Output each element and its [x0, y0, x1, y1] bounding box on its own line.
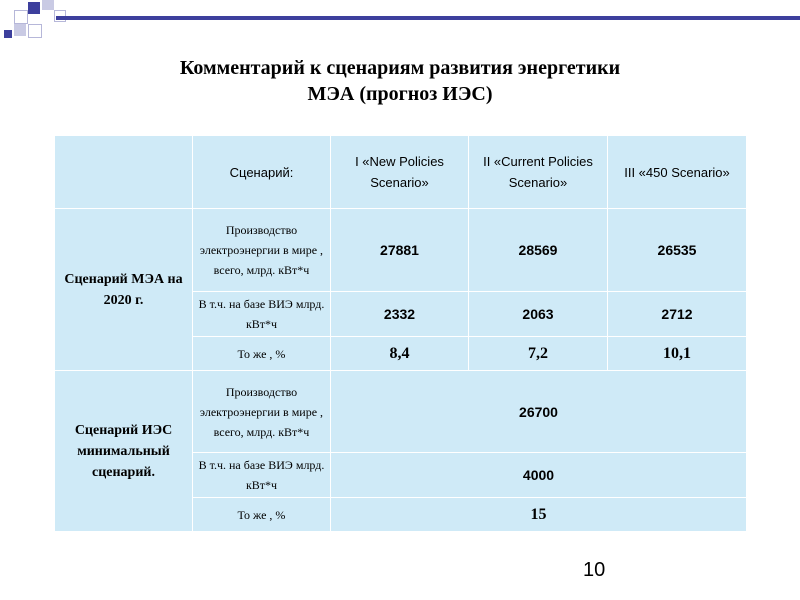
row-label: Производство электроэнергии в мире , всего, млрд. кВт*ч [193, 209, 331, 292]
value-cell: 10,1 [608, 337, 747, 371]
row-label: В т.ч. на базе ВИЭ млрд. кВт*ч [193, 453, 331, 498]
row-label: Производство электроэнергии в мире , всего, млрд. кВт*ч [193, 371, 331, 453]
value-cell: 27881 [331, 209, 469, 292]
header-450-scenario: III «450 Scenario» [608, 136, 747, 209]
value-cell: 2332 [331, 292, 469, 337]
value-cell: 4000 [331, 453, 747, 498]
deco-square [14, 24, 26, 36]
title-line-1: Комментарий к сценариям развития энергетики [179, 57, 621, 79]
table-row [55, 371, 747, 453]
slide-title [0, 55, 800, 107]
scenario-header-label: Сценарий: [193, 136, 331, 209]
scenario-table [54, 135, 747, 532]
value-cell: 2063 [469, 292, 608, 337]
deco-square [42, 0, 54, 10]
value-cell: 2712 [608, 292, 747, 337]
header-rule [56, 16, 800, 20]
table-row [55, 209, 747, 292]
value-cell: 8,4 [331, 337, 469, 371]
row-label: То же , % [193, 498, 331, 532]
page-number: 10 [583, 559, 606, 581]
deco-square [28, 24, 42, 38]
empty-corner-cell [55, 136, 193, 209]
value-cell: 15 [331, 498, 747, 532]
row-label: В т.ч. на базе ВИЭ млрд. кВт*ч [193, 292, 331, 337]
value-cell: 26535 [608, 209, 747, 292]
header-new-policies: I «New Policies Scenario» [331, 136, 469, 209]
deco-square [14, 10, 28, 24]
value-cell: 7,2 [469, 337, 608, 371]
title-line-2: МЭА (прогноз ИЭС) [307, 83, 493, 105]
row-label: То же , % [193, 337, 331, 371]
ies-group-label: Сценарий ИЭС минимальный сценарий. [55, 371, 193, 532]
deco-square [28, 2, 40, 14]
header-current-policies: II «Current Policies Scenario» [469, 136, 608, 209]
table-header-row [55, 136, 747, 209]
value-cell: 26700 [331, 371, 747, 453]
value-cell: 28569 [469, 209, 608, 292]
iea-group-label: Сценарий МЭА на 2020 г. [55, 209, 193, 371]
deco-square [4, 30, 12, 38]
